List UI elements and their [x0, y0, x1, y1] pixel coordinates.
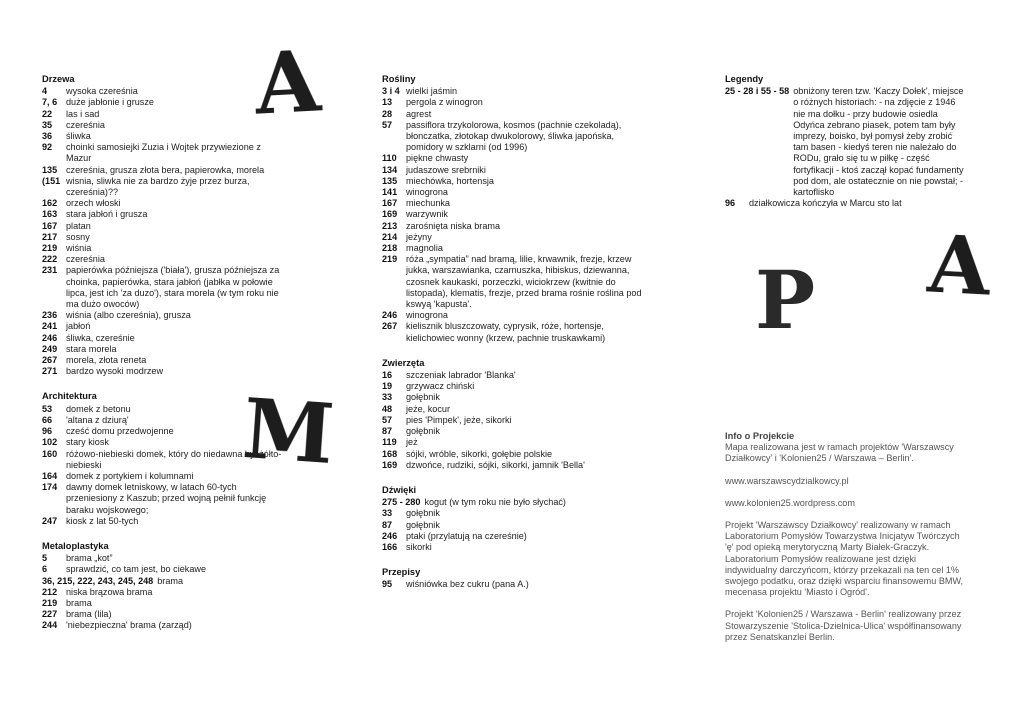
entry-description: las i sad — [66, 108, 100, 119]
plot-number: 241 — [42, 321, 58, 332]
plot-number: 87 — [382, 426, 393, 437]
plot-number: 33 — [382, 392, 393, 403]
legend-entry — [42, 620, 287, 631]
plot-number: 214 — [382, 231, 398, 242]
plot-number: 168 — [382, 448, 398, 459]
plot-number: 135 — [42, 164, 58, 175]
plot-number: 167 — [382, 198, 398, 209]
section-title: Legendy — [725, 74, 764, 84]
legend-entry — [725, 86, 965, 198]
entry-description: sosny — [66, 231, 90, 242]
plot-number: 169 — [382, 209, 398, 220]
legend-entry — [382, 254, 647, 310]
legend-entry — [382, 497, 647, 508]
entry-description: dzwońce, rudziki, sójki, sikorki, jamnik 'Bella' — [406, 459, 585, 470]
legend-entry — [42, 471, 287, 482]
plot-number: 96 — [725, 198, 736, 209]
plot-number: 141 — [382, 187, 398, 198]
plot-number: 219 — [42, 243, 58, 254]
plot-number: 3 i 4 — [382, 86, 400, 97]
legend-entry — [382, 415, 647, 426]
section-title: Rośliny — [382, 74, 416, 84]
legend-entry — [42, 426, 287, 437]
plot-number: 160 — [42, 448, 58, 459]
legend-entry — [42, 355, 287, 366]
entry-description: jeż — [406, 437, 418, 448]
plot-number: 53 — [42, 403, 53, 414]
legend-entry — [42, 209, 287, 220]
info-title: Info o Projekcie — [725, 431, 795, 441]
section-title: Metaloplastyka — [42, 540, 109, 551]
plot-number: 166 — [382, 541, 398, 552]
plot-number: 218 — [382, 243, 398, 254]
plot-number: 134 — [382, 164, 398, 175]
legend-entry — [42, 97, 287, 108]
entry-description: jeżyny — [406, 231, 432, 242]
plot-number: 267 — [382, 321, 398, 332]
legend-entry — [42, 321, 287, 332]
legend-entry — [382, 370, 647, 381]
column-left — [42, 74, 287, 646]
entry-description: wiśniówka bez cukru (pana A.) — [406, 579, 529, 590]
plot-number: 19 — [382, 381, 393, 392]
entry-description: czereśnia — [66, 254, 105, 265]
legend-entry — [42, 221, 287, 232]
legend-entry — [725, 198, 965, 209]
legend-entry — [42, 131, 287, 142]
legend-entry — [42, 437, 287, 448]
legend-entry — [382, 165, 647, 176]
entry-description: morela, złota reneta — [66, 355, 147, 366]
entry-description: śliwka — [66, 131, 91, 142]
entry-description: pergola z winogron — [406, 97, 483, 108]
plot-number: 36, 215, 222, 243, 245, 248 — [42, 575, 154, 586]
legend-entry — [42, 404, 287, 415]
entry-description: zarośnięta niska brama — [406, 220, 501, 231]
plot-number: 249 — [42, 343, 58, 354]
plot-number: 244 — [42, 620, 58, 631]
entry-description: kiosk z lat 50-tych — [66, 515, 139, 526]
legend-entry — [382, 109, 647, 120]
legend-entry — [382, 542, 647, 553]
legend-entry — [42, 587, 287, 598]
plot-number: 6 — [42, 564, 48, 575]
entry-description: winogrona — [406, 310, 448, 321]
legend-entry — [42, 254, 287, 265]
entry-description: agrest — [406, 108, 432, 119]
legend-section — [42, 391, 287, 526]
legend-entry — [42, 553, 287, 564]
plot-number: 16 — [382, 370, 393, 381]
info-kolonien-desc: Projekt 'Kolonien25 / Warszawa - Berlin' realizowany przez Stowarzyszenie 'Stolica-Dzielnica-Ulica' współfinansowany przez Senatskanzlei Berlin. — [725, 609, 962, 642]
entry-description: jabłoń — [66, 321, 91, 332]
entry-description: gołębnik — [406, 392, 440, 403]
plot-number: 222 — [42, 254, 58, 265]
legend-entry — [42, 243, 287, 254]
legend-entry — [382, 198, 647, 209]
entry-description: brama — [66, 597, 92, 608]
plot-number: 227 — [42, 609, 58, 620]
legend-entry — [42, 449, 287, 471]
stamp-letter-a: A — [252, 31, 323, 134]
legend-entry — [42, 609, 287, 620]
plot-number: 95 — [382, 579, 393, 590]
plot-number: 236 — [42, 310, 58, 321]
section-title: Zwierzęta — [382, 357, 425, 368]
legend-entry — [382, 310, 647, 321]
entry-description: kogut (w tym roku nie było słychać) — [424, 497, 566, 508]
entry-description: róża „sympatia” nad bramą, lilie, krwawnik, frezje, krzew jukka, warszawianka, czarnuszka, hibiskus, dziewanna, czosnek kaukaski, porzeczki, wiciokrzew (kwitnie do listopada), klematis, frezje, przed brama rośnie roślina pod kswyą 'kapusta'. — [406, 254, 642, 310]
legend-entry — [382, 520, 647, 531]
section-title: Drzewa — [42, 74, 75, 84]
plot-number: 174 — [42, 482, 58, 493]
legend-section — [382, 567, 647, 590]
plot-number: 96 — [42, 426, 53, 437]
plot-number: 275 - 280 — [382, 497, 421, 508]
entry-description: gołębnik — [406, 508, 440, 519]
entry-description: jeże, kocur — [406, 403, 450, 414]
entry-description: wiśnia — [66, 243, 92, 254]
plot-number: 135 — [382, 175, 398, 186]
legend-entry — [382, 187, 647, 198]
plot-number: 246 — [382, 530, 398, 541]
legend-entry — [42, 176, 287, 198]
legend-section — [382, 358, 647, 471]
plot-number: 48 — [382, 403, 393, 414]
entry-description: działkowicza kończyła w Marcu sto lat — [749, 198, 902, 209]
entry-description: gołębnik — [406, 426, 440, 437]
plot-number: 167 — [42, 220, 58, 231]
entry-description: kielisznik bluszczowaty, cyprysik, róże, hortensje, kielichowiec wonny (krzew, pachnie truskawkami) — [406, 321, 606, 343]
entry-description: grzywacz chiński — [406, 381, 475, 392]
plot-number: 57 — [382, 414, 393, 425]
plot-number: 169 — [382, 459, 398, 470]
legend-entry — [42, 232, 287, 243]
entry-description: sprawdzić, co tam jest, bo ciekawe — [66, 564, 206, 575]
legend-section — [382, 485, 647, 553]
entry-description: judaszowe srebrniki — [406, 164, 486, 175]
entry-description: różowo-niebieski domek, który do niedawna był żółto-niebieski — [66, 448, 282, 470]
plot-number: 13 — [382, 97, 393, 108]
legend-entry — [42, 198, 287, 209]
entry-description: obniżony teren tzw. 'Kaczy Dołek', miejsce o różnych historiach: - na zdjęcie z 1946 nie ma dołku - przy budowie osiedla Odyńca zebrano piasek, potem tam były imprezy, boisko, był pomysł żeby zrobić tam basen - kiedyś teren nie należało do RODu, grało się tu w piłkę - część fortyfikacji - ktoś zaczął kopać fundamenty pod dom, ale ostatecznie on nie powstał; - kartoflisko — [793, 86, 964, 198]
entry-description: sikorki — [406, 541, 432, 552]
plot-number: 57 — [382, 119, 393, 130]
entry-description: sójki, wróble, sikorki, gołębie polskie — [406, 448, 553, 459]
plot-number: 66 — [42, 414, 53, 425]
plot-number: 33 — [382, 508, 393, 519]
plot-number: 247 — [42, 515, 58, 526]
stamp-letter-p: P — [755, 253, 816, 347]
column-right — [725, 74, 965, 223]
plot-number: 7, 6 — [42, 97, 58, 108]
legend-entry — [382, 460, 647, 471]
info-intro: Mapa realizowana jest w ramach projektów 'Warszawscy Działkowcy' i 'Kolonien25 / Warszawa – Berlin'. — [725, 442, 954, 464]
plot-number: 102 — [42, 437, 58, 448]
section-title: Architektura — [42, 391, 97, 402]
entry-description: stara morela — [66, 343, 117, 354]
entry-description: śliwka, czereśnie — [66, 332, 135, 343]
legend-entry — [382, 176, 647, 187]
legend-entry — [42, 333, 287, 344]
entry-description: wielki jaśmin — [406, 86, 458, 97]
entry-description: miechówka, hortensja — [406, 175, 494, 186]
legend-entry — [382, 437, 647, 448]
plot-number: 87 — [382, 519, 393, 530]
entry-description: platan — [66, 220, 91, 231]
legend-entry — [42, 564, 287, 575]
legend-entry — [382, 508, 647, 519]
entry-description: piękne chwasty — [406, 153, 469, 164]
plot-number: 219 — [42, 597, 58, 608]
legend-entry — [382, 404, 647, 415]
plot-number: 35 — [42, 119, 53, 130]
entry-description: 'niebezpieczna' brama (zarząd) — [66, 620, 192, 631]
entry-description: duże jabłonie i grusze — [66, 97, 154, 108]
legend-entry — [382, 153, 647, 164]
legend-entry — [42, 265, 287, 310]
entry-description: stary kiosk — [66, 437, 109, 448]
plot-number: 22 — [42, 108, 53, 119]
legend-entry — [42, 344, 287, 355]
legend-entry — [382, 97, 647, 108]
legend-entry — [42, 86, 287, 97]
legend-entry — [382, 120, 647, 154]
legend-entry — [382, 449, 647, 460]
plot-number: 5 — [42, 553, 48, 564]
entry-description: brama (lila) — [66, 609, 112, 620]
plot-number: 213 — [382, 220, 398, 231]
legend-entry — [42, 482, 287, 516]
plot-number: 219 — [382, 254, 398, 265]
entry-description: bardzo wysoki modrzew — [66, 366, 164, 377]
info-url-kolonien[interactable]: www.kolonien25.wordpress.com — [725, 497, 855, 508]
stamp-letter-a-right: A — [925, 216, 993, 314]
project-info — [725, 431, 965, 654]
legend-entry — [42, 516, 287, 527]
plot-number: 4 — [42, 86, 48, 97]
plot-number: 110 — [382, 153, 397, 164]
entry-description: cześć domu przedwojenne — [66, 426, 174, 437]
plot-number: 164 — [42, 470, 58, 481]
legend-entry — [382, 426, 647, 437]
legend-entry — [382, 209, 647, 220]
entry-description: wisnia, sliwka nie za bardzo żyje przez burza, czereśnia)?? — [66, 175, 250, 198]
legend-entry — [42, 120, 287, 131]
plot-number: 92 — [42, 142, 53, 153]
info-warszawscy-desc: Projekt 'Warszawscy Działkowcy' realizowany w ramach Laboratorium Pomysłów Towarzystwa Inicjatyw Twórczych 'ę' pod opieką merytoryczną Marty Białek-Graczyk. Laboratorium Pomysłów realizowane jest dzięki indywidualny darczyńcom, którzy przekazali na ten cel 1% swojego podatku, oraz dzięki wsparciu finansowemu BMW, mecenasa projektu 'Miasto i Ogród'. — [725, 520, 964, 598]
entry-description: ptaki (przylatują na czereśnie) — [406, 530, 527, 541]
legend-entry — [382, 579, 647, 590]
plot-number: 163 — [42, 209, 58, 220]
legend-entry — [42, 415, 287, 426]
entry-description: brama — [157, 575, 184, 586]
entry-description: gołębnik — [406, 519, 440, 530]
legend-entry — [382, 86, 647, 97]
legend-entry — [42, 142, 287, 164]
section-title: Przepisy — [382, 567, 421, 578]
legend-entry — [42, 576, 287, 587]
plot-number: (151 — [42, 175, 61, 186]
plot-number: 267 — [42, 355, 58, 366]
legend-entry — [382, 221, 647, 232]
entry-description: winogrona — [406, 187, 448, 198]
entry-description: domek z betonu — [66, 403, 131, 414]
legend-section — [382, 74, 647, 344]
entry-description: brama „kot” — [66, 553, 113, 564]
legend-entry — [382, 531, 647, 542]
entry-description: 'altana z dziurą' — [66, 414, 129, 425]
column-middle — [382, 74, 647, 605]
entry-description: niska brązowa brama — [66, 586, 153, 597]
plot-number: 119 — [382, 437, 397, 448]
info-url-warszawscy[interactable]: www.warszawscydzialkowcy.pl — [725, 475, 849, 486]
legend-entry — [382, 381, 647, 392]
stamp-letter-m: M — [239, 380, 338, 484]
section-title: Dźwięki — [382, 484, 417, 495]
entry-description: szczeniak labrador 'Blanka' — [406, 370, 516, 381]
plot-number: 25 - 28 i 55 - 58 — [725, 86, 790, 97]
plot-number: 231 — [42, 265, 58, 276]
entry-description: dawny domek letniskowy, w latach 60-tych przeniesiony z Kaszub; przed wojną pełnił funkcję baraku wojskowego; — [66, 482, 267, 515]
plot-number: 246 — [42, 332, 58, 343]
legend-section — [42, 74, 287, 377]
legend-entry — [382, 232, 647, 243]
entry-description: czereśnia, grusza złota bera, papierowka, morela — [66, 164, 265, 175]
entry-description: wysoka czereśnia — [66, 86, 138, 97]
entry-description: domek z portykiem i kolumnami — [66, 470, 194, 481]
entry-description: passiflora trzykolorowa, kosmos (pachnie czekoladą), błonczatka, złotokap dwukolorowy, śliwka japońska, pomidory w szklarni (od 1996) — [406, 119, 622, 153]
plot-number: 246 — [382, 310, 398, 321]
entry-description: orzech włoski — [66, 198, 121, 209]
legend-entry — [42, 366, 287, 377]
entry-description: stara jabłoń i grusza — [66, 209, 148, 220]
entry-description: czereśnia — [66, 119, 105, 130]
legend-entry — [42, 165, 287, 176]
entry-description: pies 'Pimpek', jeże, sikorki — [406, 414, 512, 425]
legend-entry — [42, 310, 287, 321]
legend-section — [42, 541, 287, 632]
legend-entry — [382, 243, 647, 254]
legend-entry — [382, 321, 647, 343]
entry-description: warzywnik — [406, 209, 448, 220]
legend-entry — [382, 392, 647, 403]
plot-number: 271 — [42, 366, 58, 377]
plot-number: 217 — [42, 231, 58, 242]
plot-number: 28 — [382, 108, 393, 119]
legend-entry — [42, 109, 287, 120]
entry-description: magnolia — [406, 243, 443, 254]
entry-description: wiśnia (albo czereśnia), grusza — [66, 310, 191, 321]
legend-section — [725, 74, 965, 209]
plot-number: 212 — [42, 586, 58, 597]
entry-description: miechunka — [406, 198, 450, 209]
plot-number: 162 — [42, 198, 58, 209]
legend-entry — [42, 598, 287, 609]
entry-description: papierówka późniejsza ('biała'), grusza późniejsza za choinka, papierówka, stara jabłoń (jabłka w połowie lipca, jest ich 'za duzo'), stara morela (w tym roku nie ma dużo owoców) — [66, 265, 280, 310]
entry-description: choinki samosiejki Zuzia i Wojtek przywiezione z Mazur — [66, 142, 261, 164]
plot-number: 36 — [42, 131, 53, 142]
